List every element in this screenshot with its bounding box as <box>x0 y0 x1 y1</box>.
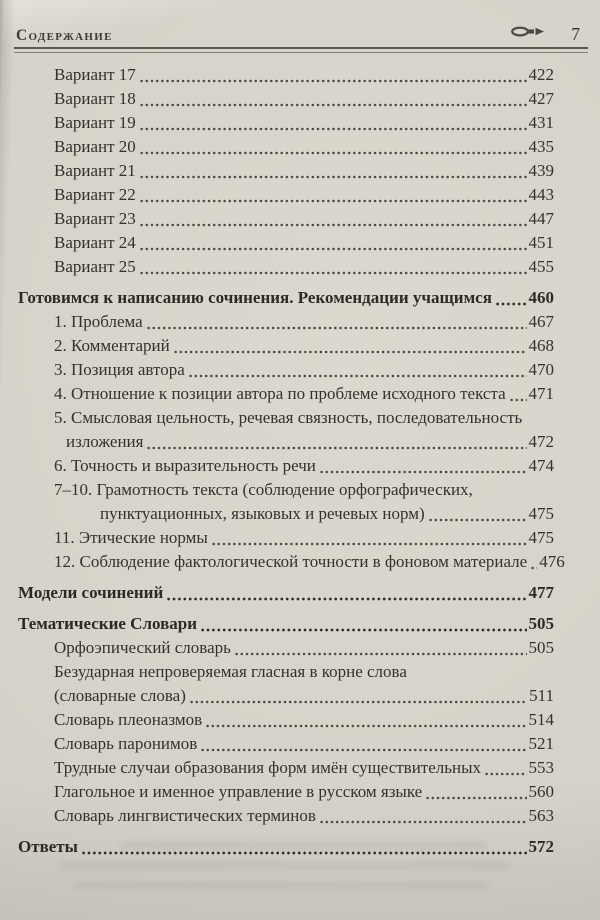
entry-line <box>54 63 554 87</box>
toc-entry <box>18 334 554 358</box>
entry-line <box>54 231 554 255</box>
entry-page-number: 563 <box>528 806 554 825</box>
entry-text: Вариант 17 <box>54 65 136 84</box>
dotted-leader <box>426 780 526 804</box>
dotted-leader <box>140 111 527 135</box>
toc-entry <box>18 382 554 406</box>
entry-text: Тематические Словари <box>18 614 197 633</box>
toc-entry <box>18 478 554 526</box>
dotted-leader <box>429 502 527 526</box>
entry-page-number: 477 <box>528 583 554 602</box>
dotted-leader <box>140 231 527 255</box>
entry-line <box>54 430 554 454</box>
entry-line <box>54 454 554 478</box>
entry-text: Вариант 23 <box>54 209 136 228</box>
dotted-leader <box>201 612 527 636</box>
entry-page-number: 511 <box>529 686 554 705</box>
dotted-leader <box>140 135 527 159</box>
entry-page-number: 447 <box>528 209 554 228</box>
entry-page-number: 471 <box>528 384 554 403</box>
showthrough-line <box>74 882 488 889</box>
dotted-leader <box>320 454 527 478</box>
entry-line <box>54 526 554 550</box>
entry-continuation: изложения <box>66 432 144 451</box>
toc-entry <box>18 660 554 708</box>
entry-text: Словарь лингвистических терминов <box>54 806 316 825</box>
toc-entry <box>18 286 554 310</box>
entry-text: 11. Этические нормы <box>54 528 208 547</box>
entry-text: Вариант 22 <box>54 185 136 204</box>
entry-page-number: 439 <box>528 161 554 180</box>
entry-text: Вариант 19 <box>54 113 136 132</box>
dotted-leader <box>174 334 527 358</box>
entry-page-number: 435 <box>528 137 554 156</box>
showthrough-line <box>60 862 511 869</box>
dotted-leader <box>167 581 526 605</box>
entry-text: Словарь паронимов <box>54 734 198 753</box>
entry-text: 3. Позиция автора <box>54 360 185 379</box>
entry-text: Трудные случаи образования форм имён существительных <box>54 758 482 777</box>
pen-icon <box>511 24 545 42</box>
toc-entry <box>18 183 554 207</box>
entry-text: Модели сочинений <box>18 583 164 602</box>
toc-entry <box>18 804 554 828</box>
entry-page-number: 455 <box>528 257 554 276</box>
toc-entry <box>18 63 554 87</box>
dotted-leader <box>140 87 527 111</box>
toc-entry <box>18 255 554 279</box>
page-title: Содержание <box>16 27 113 44</box>
entry-page-number: 572 <box>528 837 554 856</box>
entry-line <box>18 835 554 859</box>
entry-text: Вариант 20 <box>54 137 136 156</box>
toc-entry <box>18 406 554 454</box>
toc-entry <box>18 756 554 780</box>
dotted-leader <box>206 708 526 732</box>
toc-entry <box>18 454 554 478</box>
page-header <box>16 0 586 45</box>
entry-line <box>54 502 554 526</box>
toc-entry <box>18 780 554 804</box>
entry-line <box>54 780 554 804</box>
entry-line <box>54 708 554 732</box>
page-number: 7 <box>571 24 580 44</box>
dotted-leader <box>189 358 527 382</box>
toc-list <box>18 63 565 859</box>
entry-text: Вариант 18 <box>54 89 136 108</box>
dotted-leader <box>140 255 527 279</box>
entry-line <box>54 159 554 183</box>
entry-line <box>54 636 554 660</box>
entry-text: 2. Комментарий <box>54 336 170 355</box>
toc-entry <box>18 708 554 732</box>
entry-page-number: 505 <box>528 614 554 633</box>
entry-page-number: 470 <box>528 360 554 379</box>
entry-text: Безударная непроверяемая гласная в корне слова <box>54 662 407 681</box>
entry-line <box>54 804 554 828</box>
toc-entry <box>18 111 554 135</box>
entry-line <box>54 478 554 502</box>
entry-line <box>54 660 554 684</box>
entry-text: Вариант 24 <box>54 233 136 252</box>
dotted-leader <box>320 804 527 828</box>
entry-text: Ответы <box>18 837 78 856</box>
entry-line <box>54 87 554 111</box>
dotted-leader <box>485 756 526 780</box>
dotted-leader <box>140 159 527 183</box>
entry-page-number: 514 <box>528 710 554 729</box>
entry-continuation: (словарные слова) <box>54 686 186 705</box>
dotted-leader <box>140 63 527 87</box>
entry-page-number: 521 <box>528 734 554 753</box>
entry-line <box>54 207 554 231</box>
entry-line <box>54 111 554 135</box>
entry-page-number: 472 <box>528 432 554 451</box>
entry-line <box>54 255 554 279</box>
entry-page-number: 476 <box>539 552 565 571</box>
entry-line <box>18 286 554 310</box>
entry-text: 12. Соблюдение фактологической точности в фоновом материале <box>54 552 528 571</box>
dotted-leader <box>147 310 527 334</box>
entry-text: 1. Проблема <box>54 312 143 331</box>
toc-entry <box>18 612 554 636</box>
entry-text: Вариант 21 <box>54 161 136 180</box>
entry-line <box>54 550 565 574</box>
entry-text: Словарь плеоназмов <box>54 710 203 729</box>
toc-entry <box>18 159 554 183</box>
dotted-leader <box>531 550 537 574</box>
entry-text: 4. Отношение к позиции автора по проблеме исходного текста <box>54 384 506 403</box>
dotted-leader <box>140 183 527 207</box>
entry-page-number: 560 <box>528 782 554 801</box>
entry-line <box>54 382 554 406</box>
dotted-leader <box>496 286 527 310</box>
entry-page-number: 468 <box>528 336 554 355</box>
entry-text: 7–10. Грамотность текста (соблюдение орфографических, <box>54 480 473 499</box>
toc-entry <box>18 526 554 550</box>
dotted-leader <box>147 430 526 454</box>
entry-page-number: 451 <box>528 233 554 252</box>
toc-entry <box>18 135 554 159</box>
entry-line <box>54 406 554 430</box>
entry-page-number: 505 <box>528 638 554 657</box>
toc-entry <box>18 636 554 660</box>
entry-page-number: 427 <box>528 89 554 108</box>
entry-page-number: 443 <box>528 185 554 204</box>
toc-entry <box>18 550 565 574</box>
dotted-leader <box>190 684 527 708</box>
entry-page-number: 553 <box>528 758 554 777</box>
toc-entry <box>18 231 554 255</box>
entry-text: Орфоэпический словарь <box>54 638 231 657</box>
header-rule <box>14 47 588 53</box>
entry-text: Готовимся к написанию сочинения. Рекомендации учащимся <box>18 288 492 307</box>
entry-line <box>54 756 554 780</box>
entry-line <box>18 581 554 605</box>
entry-text: 6. Точность и выразительность речи <box>54 456 316 475</box>
entry-text: 5. Смысловая цельность, речевая связность, последовательность <box>54 408 523 427</box>
toc-entry <box>18 207 554 231</box>
entry-page-number: 475 <box>528 528 554 547</box>
toc-entry <box>18 732 554 756</box>
entry-line <box>54 135 554 159</box>
dotted-leader <box>201 732 526 756</box>
dotted-leader <box>82 835 527 859</box>
entry-line <box>54 183 554 207</box>
entry-page-number: 431 <box>528 113 554 132</box>
toc-entry <box>18 87 554 111</box>
toc-entry <box>18 581 554 605</box>
entry-line <box>54 310 554 334</box>
entry-page-number: 467 <box>528 312 554 331</box>
dotted-leader <box>235 636 527 660</box>
entry-text: Вариант 25 <box>54 257 136 276</box>
entry-line <box>54 684 554 708</box>
toc-entry <box>18 358 554 382</box>
toc-entry <box>18 835 554 859</box>
toc-entry <box>18 310 554 334</box>
entry-line <box>54 732 554 756</box>
entry-page-number: 460 <box>528 288 554 307</box>
entry-text: Глагольное и именное управление в русском языке <box>54 782 423 801</box>
dotted-leader <box>140 207 527 231</box>
entry-page-number: 474 <box>528 456 554 475</box>
entry-line <box>54 334 554 358</box>
entry-page-number: 422 <box>528 65 554 84</box>
entry-page-number: 475 <box>528 504 554 523</box>
dotted-leader <box>510 382 527 406</box>
entry-line <box>18 612 554 636</box>
entry-line <box>54 358 554 382</box>
dotted-leader <box>212 526 527 550</box>
entry-continuation: пунктуационных, языковых и речевых норм) <box>100 504 425 523</box>
